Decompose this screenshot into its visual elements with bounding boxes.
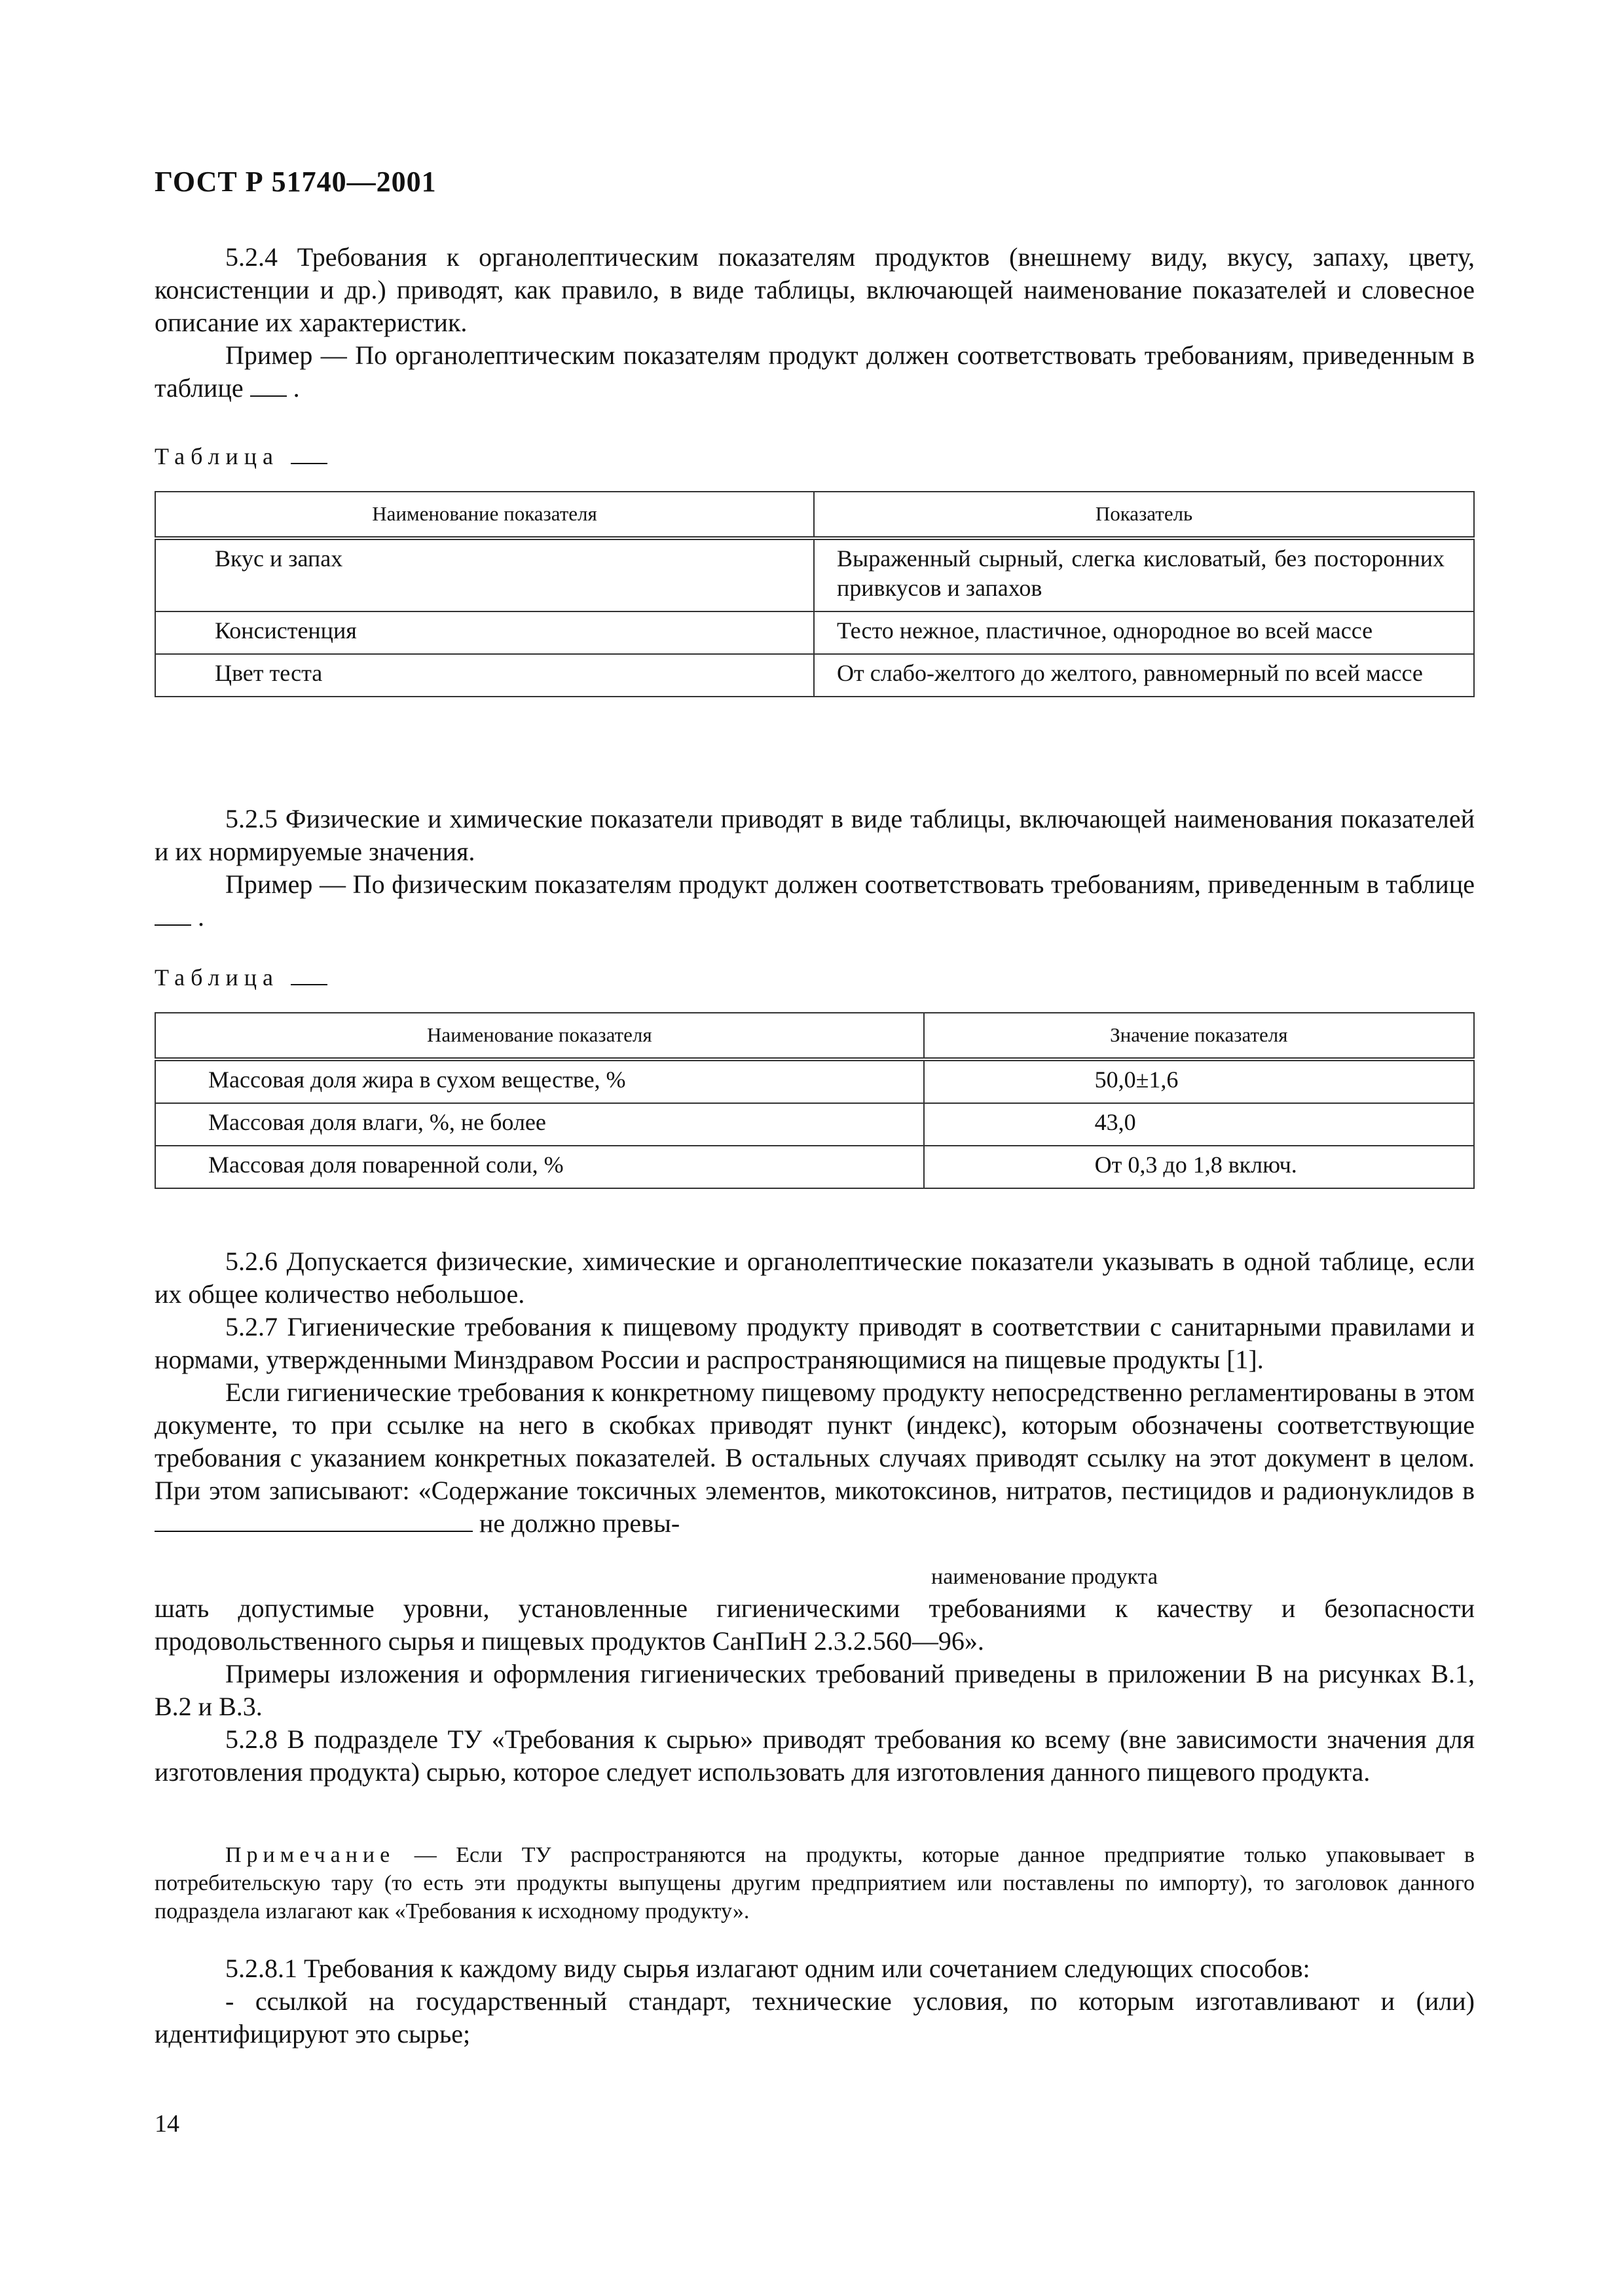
blank-line <box>250 382 287 397</box>
column-header: Наименование показателя <box>155 492 814 538</box>
blank-line <box>291 450 327 464</box>
paragraph: Если гигиенические требования к конкретному пищевому продукту непосредственно регламентированы в этом документе, то при ссылке на него в скобках приводят пункт (индекс), которым обозначены соответствующие требования с указанием конкретных показателей. В остальных случаях приводят ссылку на этот документ в целом. При этом записывают: «Содержание токсичных элементов, микотоксинов, нитратов, пестицидов и радионуклидов в не должно превы- <box>155 1377 1475 1538</box>
table-cell: Консистенция <box>155 611 814 654</box>
table-cell: Выраженный сырный, слегка кисловатый, без посторонних привкусов и запахов <box>814 538 1474 611</box>
table-cell: От 0,3 до 1,8 включ. <box>924 1146 1474 1188</box>
page-number: 14 <box>155 2110 179 2138</box>
section-5-2-5 <box>155 803 1475 934</box>
section-5-2-4 <box>155 241 1475 405</box>
table-cell: Вкус и запах <box>155 538 814 611</box>
table-caption: Таблица <box>155 443 327 470</box>
table-cell: Массовая доля жира в сухом веществе, % <box>155 1059 924 1103</box>
table-cell: Массовая доля влаги, %, не более <box>155 1103 924 1146</box>
table-cell: Цвет теста <box>155 654 814 697</box>
example-paragraph: Пример — По физическим показателям продукт должен соответствовать требованиям, приведенным в таблице . <box>155 868 1475 934</box>
table-row <box>155 611 1474 654</box>
column-header: Значение показателя <box>924 1013 1474 1059</box>
table-cell: Массовая доля поваренной соли, % <box>155 1146 924 1188</box>
section-5-2-6-to-5-2-7 <box>155 1245 1475 1540</box>
paragraph: Примеры изложения и оформления гигиенических требований приведены в приложении В на рисунках В.1, В.2 и В.3. <box>155 1659 1475 1721</box>
table-row <box>155 1103 1474 1146</box>
note-label: Примечание <box>225 1843 396 1867</box>
paragraph: 5.2.4 Требования к органолептическим показателям продуктов (внешнему виду, вкусу, запаху, цвету, консистенции и др.) приводят, как правило, в виде таблицы, включающей наименование показателей и словесное описание их характеристик. <box>155 242 1475 337</box>
table-row <box>155 654 1474 697</box>
paragraph: - ссылкой на государственный стандарт, технические условия, по которым изготавливают и (или) идентифицируют это сырье; <box>155 1986 1475 2049</box>
paragraph: 5.2.5 Физические и химические показатели приводят в виде таблицы, включающей наименования показателей и их нормируемые значения. <box>155 804 1475 866</box>
paragraph: 5.2.7 Гигиенические требования к пищевому продукту приводят в соответствии с санитарными правилами и нормами, утвержденными Минздравом России и распространяющимися на пищевые продукты [1]. <box>155 1312 1475 1374</box>
product-name-blank <box>155 1508 473 1532</box>
section-5-2-7-cont <box>155 1592 1475 1789</box>
table-header-row <box>155 1013 1474 1059</box>
organoleptic-table <box>155 491 1475 697</box>
example-paragraph: Пример — По органолептическим показателям продукт должен соответствовать требованиям, приведенным в таблице . <box>155 340 1475 403</box>
document-header: ГОСТ Р 51740—2001 <box>155 166 437 198</box>
table-caption: Таблица <box>155 964 327 991</box>
note-paragraph: Примечание — Если ТУ распространяются на продукты, которые данное предприятие только упаковывает в потребительскую тару (то есть эти продукты выпущены другим предприятием или поставлены по импорту), то заголовок данного подраздела излагают как «Требования к исходному продукту». <box>155 1843 1475 1923</box>
blank-line <box>155 911 191 926</box>
physical-chemical-table <box>155 1012 1475 1189</box>
table-row <box>155 538 1474 611</box>
table-row <box>155 1146 1474 1188</box>
paragraph: 5.2.6 Допускается физические, химические и органолептические показатели указывать в одной таблице, если их общее количество небольшое. <box>155 1247 1475 1309</box>
blank-line <box>291 971 327 985</box>
section-5-2-8-1 <box>155 1952 1475 2050</box>
paragraph: 5.2.8.1 Требования к каждому виду сырья излагают одним или сочетанием следующих способов: <box>225 1954 1310 1983</box>
table-header-row <box>155 492 1474 538</box>
table-cell: 50,0±1,6 <box>924 1059 1474 1103</box>
blank-sublabel: наименование продукта <box>931 1565 1158 1589</box>
table-cell: От слабо-желтого до желтого, равномерный по всей массе <box>814 654 1474 697</box>
table-cell: 43,0 <box>924 1103 1474 1146</box>
column-header: Показатель <box>814 492 1474 538</box>
column-header: Наименование показателя <box>155 1013 924 1059</box>
table-row <box>155 1059 1474 1103</box>
note <box>155 1841 1475 1925</box>
paragraph: 5.2.8 В подразделе ТУ «Требования к сырью» приводят требования ко всему (вне зависимости значения для изготовления продукта) сырью, которое следует использовать для изготовления данного пищевого продукта. <box>155 1724 1475 1787</box>
paragraph: шать допустимые уровни, установленные гигиеническими требованиями к качеству и безопасности продовольственного сырья и пищевых продуктов СанПиН 2.3.2.560—96». <box>155 1594 1475 1656</box>
table-cell: Тесто нежное, пластичное, однородное во всей массе <box>814 611 1474 654</box>
